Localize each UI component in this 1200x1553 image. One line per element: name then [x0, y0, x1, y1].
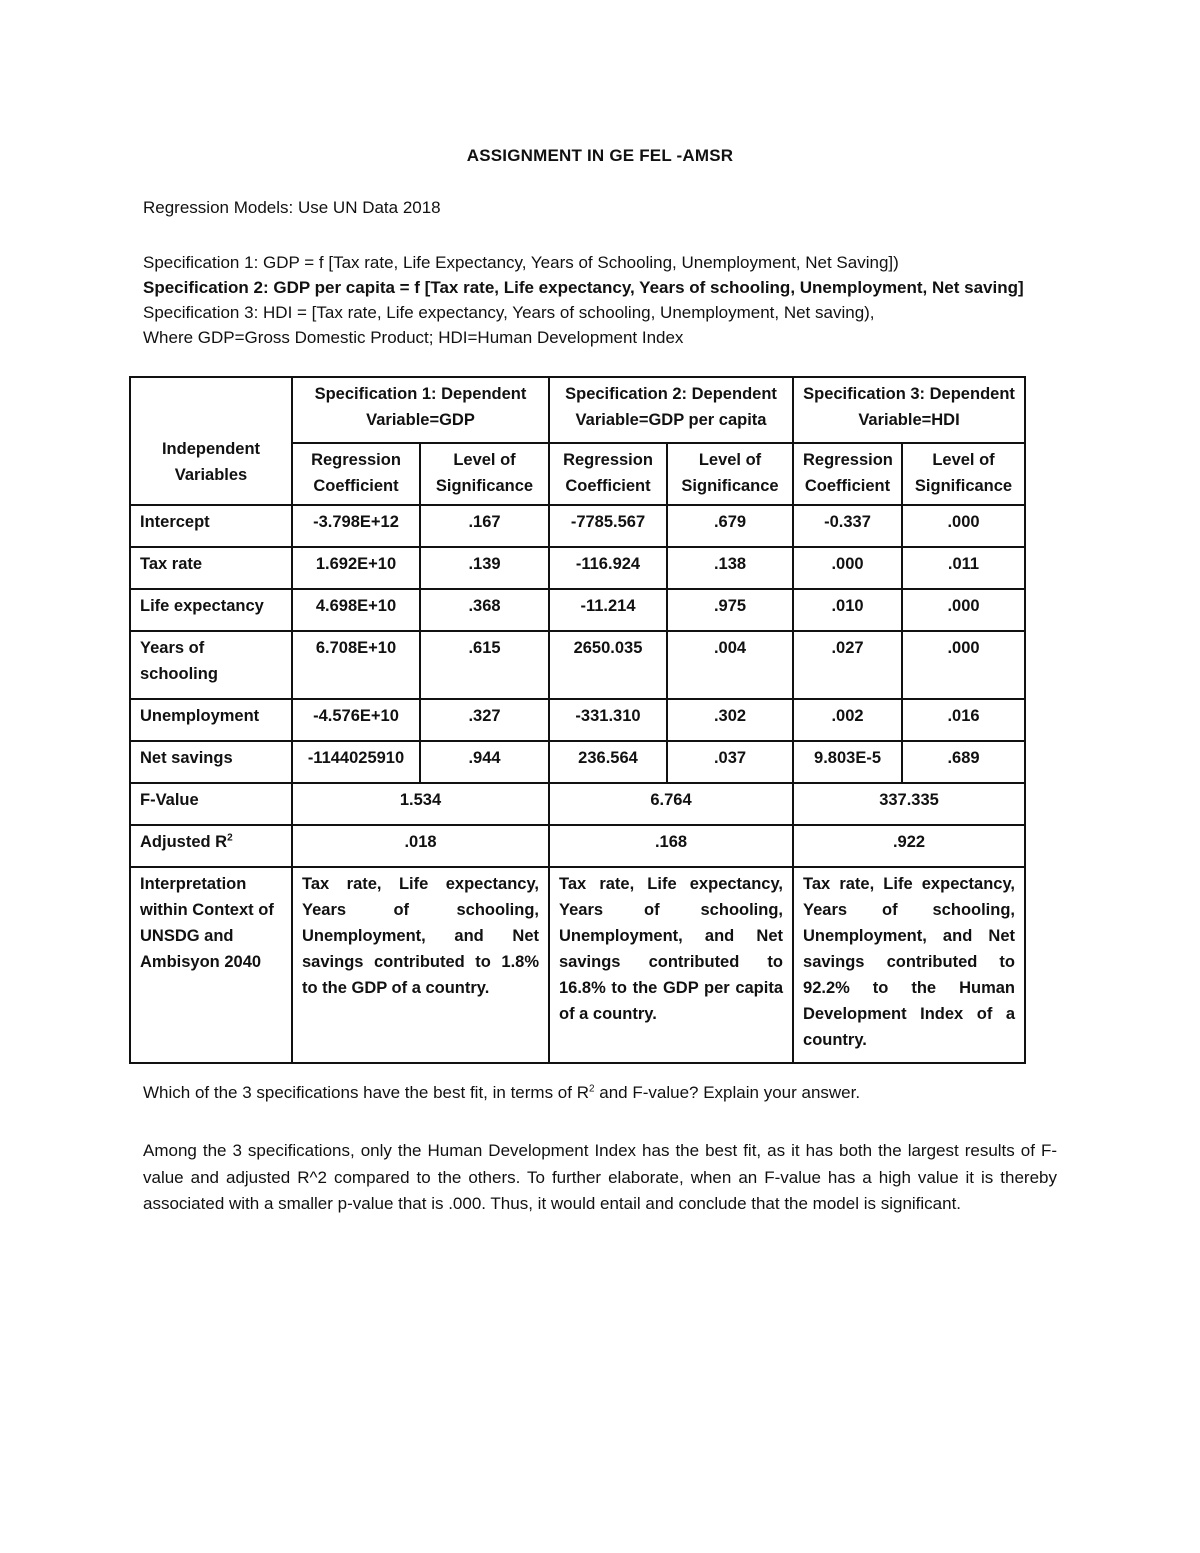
adjr2-spec-1: .018 [292, 825, 549, 867]
cell: 9.803E-5 [793, 741, 902, 783]
cell: -4.576E+10 [292, 699, 420, 741]
table-row [130, 699, 1025, 741]
cell: .368 [420, 589, 549, 631]
table-row [130, 589, 1025, 631]
cell: .679 [667, 505, 793, 547]
superscript: 2 [227, 832, 233, 844]
table-row [130, 505, 1025, 547]
adjr2-spec-2: .168 [549, 825, 793, 867]
cell: .016 [902, 699, 1025, 741]
table-row [130, 631, 1025, 699]
cell: 1.692E+10 [292, 547, 420, 589]
answer-paragraph: Among the 3 specifications, only the Human Development Index has the best fit, as it has both the largest results of F-value and adjusted R^2 compared to the others. To further elaborate, when an F-value has a high value it is thereby associated with a smaller p-value that is .000. Thus, it would entail and conclude that the model is significant. [143, 1141, 1057, 1213]
cell: .004 [667, 631, 793, 699]
independent-variables-header: Independent Variables [130, 377, 292, 505]
fvalue-spec-3: 337.335 [793, 783, 1025, 825]
cell: -1144025910 [292, 741, 420, 783]
cell: .011 [902, 547, 1025, 589]
spec-2-header: Specification 2: Dependent Variable=GDP per capita [549, 377, 793, 443]
cell: .002 [793, 699, 902, 741]
adjusted-r2-row [130, 825, 1025, 867]
cell: .139 [420, 547, 549, 589]
spec-1-header: Specification 1: Dependent Variable=GDP [292, 377, 549, 443]
cell: 4.698E+10 [292, 589, 420, 631]
interpretation-spec-3: Tax rate, Life expectancy, Years of schooling, Unemployment, and Net savings contributed to 92.2% to the Human Development Index of a country. [793, 867, 1025, 1063]
superscript: 2 [588, 1083, 595, 1095]
interpretation-spec-2: Tax rate, Life expectancy, Years of schooling, Unemployment, and Net savings contributed to 16.8% to the GDP per capita of a country. [549, 867, 793, 1063]
spec-3-header: Specification 3: Dependent Variable=HDI [793, 377, 1025, 443]
sig-header: Level of Significance [667, 443, 793, 505]
cell: -11.214 [549, 589, 667, 631]
specification-3-line: Specification 3: HDI = [Tax rate, Life expectancy, Years of schooling, Unemployment, Net saving), [143, 303, 875, 322]
fvalue-row [130, 783, 1025, 825]
cell: 236.564 [549, 741, 667, 783]
cell: .010 [793, 589, 902, 631]
table-row [130, 547, 1025, 589]
cell: .000 [902, 589, 1025, 631]
cell: .327 [420, 699, 549, 741]
row-label: F-Value [130, 783, 292, 825]
row-label: Tax rate [130, 547, 292, 589]
cell: 2650.035 [549, 631, 667, 699]
regression-table [129, 376, 1026, 1064]
cell: -0.337 [793, 505, 902, 547]
row-label: Interpretation within Context of UNSDG and Ambisyon 2040 [130, 867, 292, 1063]
document-title: ASSIGNMENT IN GE FEL -AMSR [466, 146, 734, 165]
row-label: Life expectancy [130, 589, 292, 631]
sig-header: Level of Significance [902, 443, 1025, 505]
specification-2-line: Specification 2: GDP per capita = f [Tax rate, Life expectancy, Years of schooling, Unemployment, Net saving] [143, 278, 1024, 297]
adjusted-r-label: Adjusted R [140, 833, 228, 851]
cell: .302 [667, 699, 793, 741]
interpretation-spec-1: Tax rate, Life expectancy, Years of schooling, Unemployment, and Net savings contributed to 1.8% to the GDP of a country. [292, 867, 549, 1063]
sig-header: Level of Significance [420, 443, 549, 505]
cell: .167 [420, 505, 549, 547]
row-label: Unemployment [130, 699, 292, 741]
fvalue-spec-1: 1.534 [292, 783, 549, 825]
table-header-row [130, 377, 1025, 443]
table-row [130, 741, 1025, 783]
cell: 6.708E+10 [292, 631, 420, 699]
cell: .138 [667, 547, 793, 589]
coef-header: Regression Coefficient [292, 443, 420, 505]
question-part-1: Which of the 3 specifications have the best fit, in terms of R [143, 1083, 589, 1102]
cell: .000 [902, 631, 1025, 699]
cell: .000 [902, 505, 1025, 547]
coef-header: Regression Coefficient [549, 443, 667, 505]
question-text [143, 1083, 860, 1103]
cell: .944 [420, 741, 549, 783]
cell: -3.798E+12 [292, 505, 420, 547]
fvalue-spec-2: 6.764 [549, 783, 793, 825]
cell: .000 [793, 547, 902, 589]
row-label: Net savings [130, 741, 292, 783]
cell: .037 [667, 741, 793, 783]
adjr2-spec-3: .922 [793, 825, 1025, 867]
cell: .689 [902, 741, 1025, 783]
cell: -331.310 [549, 699, 667, 741]
specification-1-line: Specification 1: GDP = f [Tax rate, Life Expectancy, Years of Schooling, Unemployment, Net Saving]) [143, 253, 899, 272]
cell: -7785.567 [549, 505, 667, 547]
definitions-line: Where GDP=Gross Domestic Product; HDI=Human Development Index [143, 328, 684, 347]
regression-models-line: Regression Models: Use UN Data 2018 [143, 198, 441, 217]
interpretation-row [130, 867, 1025, 1063]
row-label: Intercept [130, 505, 292, 547]
question-part-2: and F-value? Explain your answer. [594, 1083, 861, 1102]
cell: .027 [793, 631, 902, 699]
row-label [130, 825, 292, 867]
coef-header: Regression Coefficient [793, 443, 902, 505]
row-label: Years of schooling [130, 631, 292, 699]
cell: .615 [420, 631, 549, 699]
cell: -116.924 [549, 547, 667, 589]
cell: .975 [667, 589, 793, 631]
